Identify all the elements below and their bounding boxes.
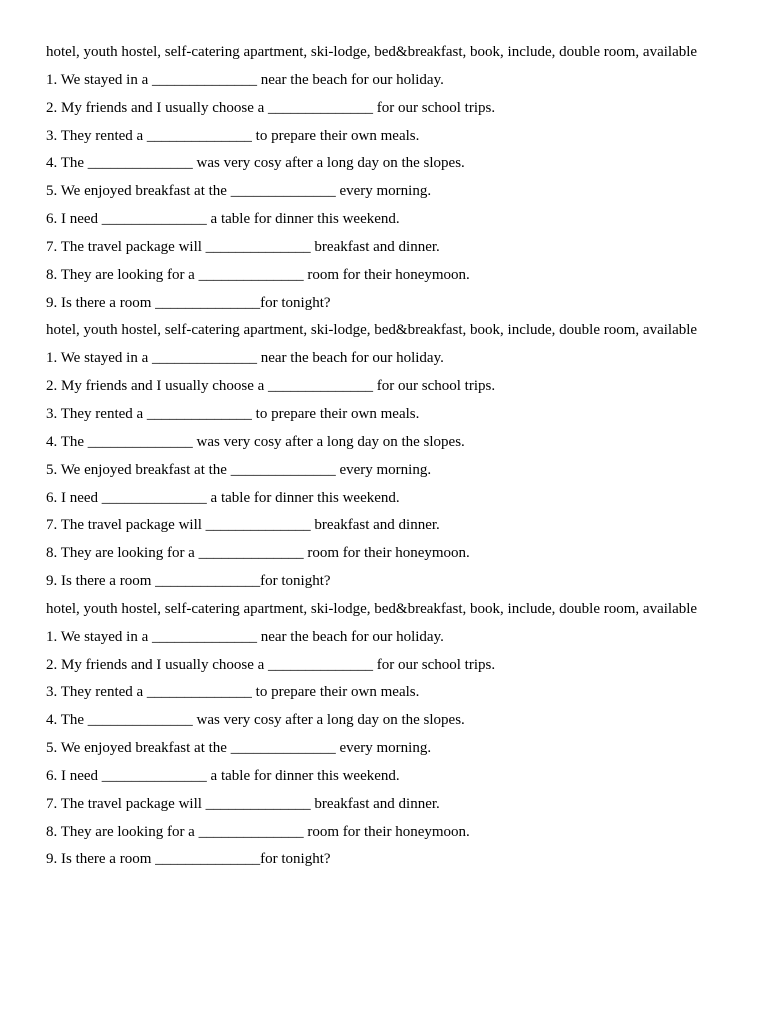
question-8: 8. They are looking for a ______________ room for their honeymoon.	[46, 823, 470, 840]
question-6: 6. I need ______________ a table for dinner this weekend.	[46, 767, 400, 784]
question-7: 7. The travel package will ______________ breakfast and dinner.	[46, 238, 440, 255]
question-9: 9. Is there a room ______________for tonight?	[46, 851, 331, 868]
exercise-block-2	[46, 319, 746, 597]
word-bank: hotel, youth hostel, self-catering apartment, ski-lodge, bed&breakfast, book, include, double room, available	[46, 44, 698, 60]
exercise-block-1	[46, 41, 746, 319]
word-bank: hotel, youth hostel, self-catering apartment, ski-lodge, bed&breakfast, book, include, double room, available	[46, 600, 698, 617]
question-1: 1. We stayed in a ______________ near the beach for our holiday.	[46, 71, 444, 88]
question-6: 6. I need ______________ a table for dinner this weekend.	[46, 489, 400, 506]
word-bank: hotel, youth hostel, self-catering apartment, ski-lodge, bed&breakfast, book, include, double room, available	[46, 322, 698, 339]
exercise-block-3	[46, 598, 746, 876]
question-4: 4. The ______________ was very cosy after a long day on the slopes.	[46, 433, 465, 450]
question-2: 2. My friends and I usually choose a ______________ for our school trips.	[46, 99, 496, 116]
question-5: 5. We enjoyed breakfast at the ______________ every morning.	[46, 740, 432, 757]
question-9: 9. Is there a room ______________for tonight?	[46, 294, 331, 311]
question-7: 7. The travel package will ______________ breakfast and dinner.	[46, 517, 440, 534]
question-3: 3. They rented a ______________ to prepare their own meals.	[46, 684, 420, 701]
question-1: 1. We stayed in a ______________ near the beach for our holiday.	[46, 628, 444, 645]
question-9: 9. Is there a room ______________for tonight?	[46, 573, 331, 590]
worksheet-page	[46, 41, 746, 876]
question-8: 8. They are looking for a ______________ room for their honeymoon.	[46, 266, 470, 283]
question-7: 7. The travel package will ______________ breakfast and dinner.	[46, 795, 440, 812]
question-5: 5. We enjoyed breakfast at the ______________ every morning.	[46, 183, 432, 200]
question-8: 8. They are looking for a ______________ room for their honeymoon.	[46, 545, 470, 562]
question-3: 3. They rented a ______________ to prepare their own meals.	[46, 405, 420, 422]
question-3: 3. They rented a ______________ to prepare their own meals.	[46, 127, 420, 144]
question-2: 2. My friends and I usually choose a ______________ for our school trips.	[46, 378, 496, 395]
question-4: 4. The ______________ was very cosy after a long day on the slopes.	[46, 155, 465, 172]
question-6: 6. I need ______________ a table for dinner this weekend.	[46, 211, 400, 228]
question-2: 2. My friends and I usually choose a ______________ for our school trips.	[46, 656, 496, 673]
question-4: 4. The ______________ was very cosy after a long day on the slopes.	[46, 712, 465, 729]
question-5: 5. We enjoyed breakfast at the ______________ every morning.	[46, 461, 432, 478]
question-1: 1. We stayed in a ______________ near the beach for our holiday.	[46, 350, 444, 367]
